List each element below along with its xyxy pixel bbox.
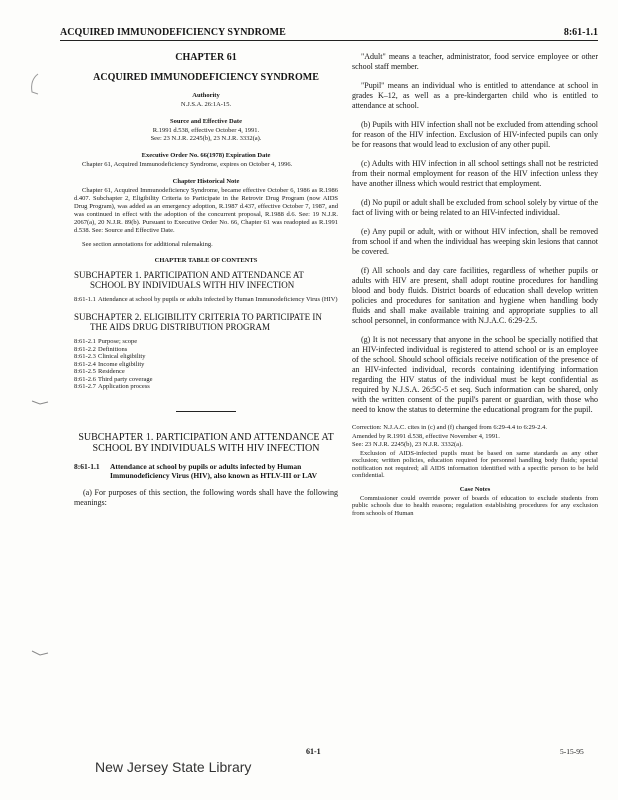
header-title: ACQUIRED IMMUNODEFICIENCY SYNDROME: [60, 27, 286, 38]
case-notes-label: Case Notes: [459, 485, 491, 493]
section-heading: [74, 462, 338, 480]
toc-subchapter-2: SUBCHAPTER 2. ELIGIBILITY CRITERIA TO PARTICIPATE IN THE AIDS DRUG DISTRIBUTION PROGRAM: [74, 312, 322, 332]
toc-item-text: Definitions: [98, 345, 128, 353]
paragraph-g: (g) It is not necessary that anyone in the school be specially notified that an HIV-infected individual is registered to attend school or is an employee of the school. Should school officials receive notification of the presence of an HIV-infected individual, records containing identifying information regarding the HIV status of the individual must be kept confidential as required by N.J.S.A. 26:5C-5 et seq. Such information can be shared, only with the written consent of the pupil's parent or guardian, with those who need to know the status to determine the educational program for the pupil.: [352, 335, 598, 414]
toc-item-number: 8:61-2.5: [74, 368, 96, 375]
toc-item-text: Clinical eligibility: [98, 353, 146, 360]
toc-item[interactable]: [74, 383, 338, 391]
toc-item[interactable]: [74, 346, 338, 354]
executive-order-text: Chapter 61, Acquired Immunodeficiency Syndrome, expires on October 4, 1996.: [82, 161, 293, 168]
paragraph-b: (b) Pupils with HIV infection shall not be excluded from attending school for reason of the HIV infection. Exclusion of HIV-infected pupils can only be for reasons that would lead to exclusion of any other pupil.: [352, 120, 598, 149]
chapter-title: ACQUIRED IMMUNODEFICIENCY SYNDROME: [93, 72, 319, 83]
executive-order-label: Executive Order No. 66(1978) Expiration Date: [141, 152, 271, 159]
historical-note-label: Chapter Historical Note: [172, 178, 240, 185]
toc-subchapter-2-list: [74, 338, 338, 391]
historical-note-text: Chapter 61, Acquired Immunodeficiency Syndrome, became effective October 6, 1986 as R.1986 d.407. Subchapter 2, Eligibility Criteria to Participate in the Retrovir Drug Program (now AIDS Drug Program), was added as an emergency adoption, R.1987 d.437, effective October 7, 1987, and was continued in effect with the adoption of the concurrent proposal, R.1988 d.6. See: 19 N.J.R. 2067(a), 20 N.J.R. 89(b). Pursuant to Executive Order No. 66, Chapter 61 was readopted as R.1991 d.538. See: Source and Effective Date.: [74, 187, 338, 234]
margin-tick-mark: [30, 648, 50, 658]
authority-text: N.J.S.A. 26:1A-15.: [180, 101, 232, 108]
toc-item[interactable]: [74, 353, 338, 361]
toc-subchapter-1: SUBCHAPTER 1. PARTICIPATION AND ATTENDANCE AT SCHOOL BY INDIVIDUALS WITH HIV INFECTION: [74, 270, 304, 290]
margin-tick-mark: [30, 398, 50, 408]
see-note: See: 23 N.J.R. 2245(b), 23 N.J.R. 3332(a).: [352, 441, 463, 448]
section-divider: [176, 411, 236, 412]
see-section-annotations: See section annotations for additional rulemaking.: [82, 241, 213, 248]
toc-item-text: Attendance at school by pupils or adults infected by Human Immunodeficiency Virus (HIV): [98, 296, 338, 303]
toc-item[interactable]: [74, 338, 338, 346]
section-number: 8:61-1.1: [74, 461, 100, 471]
header-section-number: 8:61-1.1: [563, 27, 598, 38]
toc-item-text: Application process: [98, 383, 150, 390]
source-label: Source and Effective Date: [170, 118, 242, 125]
paragraph-f: (f) All schools and day care facilities, regardless of whether pupils or adults with HIV are present, shall adopt routine procedures for handling blood and body fluids. District boards of education shall develop written policies and procedures for sanitation and hygiene when handling body fluids and shall make available training and appropriate supplies to all school personnel, in conformance with N.J.A.C. 6:29-2.5.: [352, 266, 598, 325]
correction-note: Correction: N.J.A.C. cites in (c) and (f) changed from 6:29-4.4 to 6:29-2.4.: [352, 424, 547, 431]
left-column: [74, 52, 338, 517]
paragraph-c: (c) Adults with HIV infection in all school settings shall not be restricted from their normal employment for reason of the HIV infection unless they have another illness which would restrict that employment.: [352, 159, 598, 188]
toc-item-text: Income eligibility: [98, 360, 145, 368]
toc-title: CHAPTER TABLE OF CONTENTS: [154, 257, 258, 264]
page-date: 5-15-95: [560, 747, 584, 756]
margin-bracket-mark: [28, 72, 42, 96]
running-header: [60, 27, 598, 41]
toc-item-text: Residence: [98, 368, 125, 375]
authority-label: Authority: [192, 92, 220, 99]
amended-note: Amended by R.1991 d.538, effective November 4, 1991.: [352, 432, 500, 440]
toc-item[interactable]: [74, 376, 338, 384]
toc-item-number: 8:61-2.4: [74, 360, 96, 368]
adult-definition: "Adult" means a teacher, administrator, food service employee or other school staff member.: [352, 52, 598, 71]
toc-item-number: 8:61-2.6: [74, 375, 96, 383]
pupil-definition: "Pupil" means an individual who is entitled to attendance at school in grades K–12, as well as a pre-kindergarten child who is entitled to attendance at school.: [352, 81, 598, 110]
paragraph-d: (d) No pupil or adult shall be excluded from school solely by virtue of the fact of living with or being related to an HIV-infected individual.: [352, 198, 598, 217]
paragraph-e: (e) Any pupil or adult, with or without HIV infection, shall be removed from school if and when the individual has weeping skin lesions that cannot be covered.: [352, 227, 598, 256]
section-title: Attendance at school by pupils or adults infected by Human Immunodeficiency Virus (HIV), also known as HTLV-III or LAV: [110, 461, 318, 480]
right-column: [352, 52, 598, 517]
toc-item-number: 8:61-2.7: [74, 383, 96, 390]
toc-item[interactable]: [74, 296, 338, 304]
exclusion-note: Exclusion of AIDS-infected pupils must be based on same standards as any other exclusion; written policies, education required for personnel handling body fluids; special notification not required; all AIDS information identified with a specific person to be held confidential.: [352, 449, 598, 479]
subchapter-1-heading: SUBCHAPTER 1. PARTICIPATION AND ATTENDANCE AT SCHOOL BY INDIVIDUALS WITH HIV INFECTION: [78, 431, 334, 454]
source-line: See: 23 N.J.R. 2245(b), 23 N.J.R. 3332(a).: [150, 135, 262, 142]
toc-item[interactable]: [74, 361, 338, 369]
page-number: 61-1: [306, 747, 321, 756]
toc-item-number: 8:61-2.2: [74, 345, 96, 353]
toc-item-number: 8:61-2.3: [74, 353, 96, 360]
library-watermark: New Jersey State Library: [95, 759, 252, 775]
toc-item-number: 8:61-1.1: [74, 296, 96, 303]
toc-item-number: 8:61-2.1: [74, 338, 96, 345]
toc-item-text: Third party coverage: [98, 375, 153, 383]
toc-item-text: Purpose; scope: [98, 338, 138, 345]
paragraph-a: (a) For purposes of this section, the following words shall have the following meanings:: [74, 487, 338, 507]
source-line: R.1991 d.538, effective October 4, 1991.: [152, 127, 260, 134]
case-notes-text: Commissioner could override power of boards of education to exclude students from public schools due to health reasons; regulation establishing procedures for any exclusion from schools of Human: [352, 494, 598, 517]
chapter-number: CHAPTER 61: [175, 52, 237, 63]
toc-item[interactable]: [74, 368, 338, 376]
